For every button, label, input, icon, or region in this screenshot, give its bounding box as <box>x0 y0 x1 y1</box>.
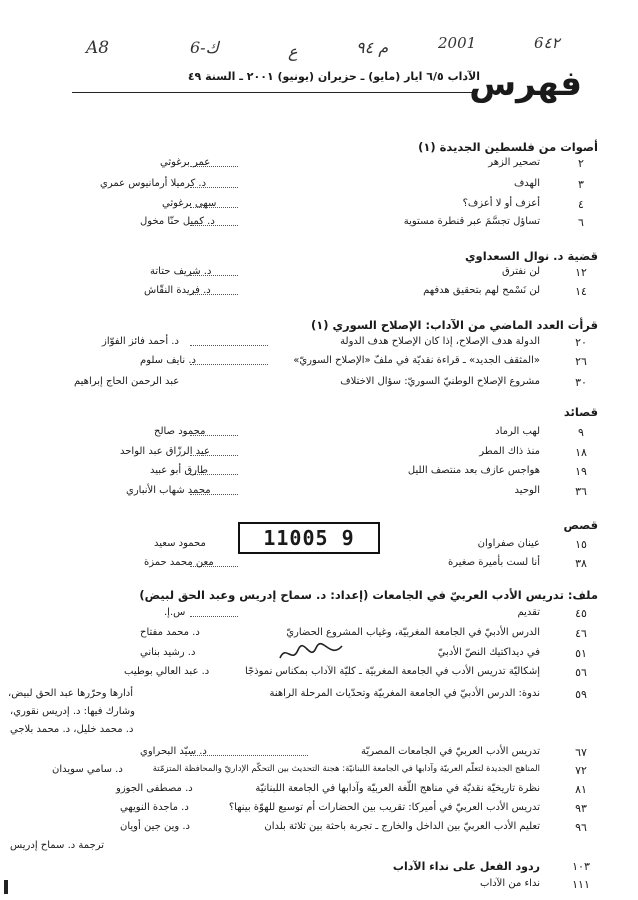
entry-author: د. فريدة النقّاش <box>144 285 211 296</box>
page-number: ٦٧ <box>575 746 587 759</box>
page-number: ٨١ <box>575 783 587 796</box>
page-title: فهرس <box>469 64 582 104</box>
toc-entry <box>40 557 598 575</box>
page-number: ٣٨ <box>575 557 587 570</box>
entry-author: د. كرميلا أرمانيوس عمري <box>100 178 207 189</box>
entry-title: تقديم <box>517 607 540 618</box>
entry-title: تصحير الزهر <box>488 157 540 168</box>
entry-author: د. شريف حتاتة <box>150 266 212 277</box>
handwritten-note: A8 <box>86 38 110 58</box>
toc-entry <box>40 485 598 503</box>
entry-author: د. عبد العالي بوطيب <box>124 666 210 677</box>
handwritten-note: 6-ك <box>190 38 219 57</box>
toc-entry <box>8 688 598 706</box>
entry-title: الدرس الأدبيّ في الجامعة المغربيّة، وغياب المشروع الحضاريّ <box>286 627 540 638</box>
page-number: ٦ <box>578 216 584 229</box>
issue-info: الآداب ٦/٥ ايار (مايو) ـ حزيران (يونيو) ٢٠٠١ ـ السنة ٤٩ <box>187 70 480 83</box>
entry-title: في ديداكتيك النصّ الأدبيّ <box>437 647 540 658</box>
toc-entry <box>40 465 598 483</box>
entry-title: لن نفترق <box>502 266 540 277</box>
entry-title: المناهج الجديدة لتعلّم العربيّة وآدابها في الجامعة اللبنانيّة: هجنة التحديث بين التحكّم الإداريّ والمحافظة المتزمّتة <box>152 764 540 774</box>
scan-mark <box>4 880 8 894</box>
entry-title: لن نَسْمح لهم بتحقيق هدفهم <box>423 285 540 296</box>
entry-author: د. وين جين أويان <box>120 821 190 832</box>
page-number: ٥٩ <box>575 688 587 701</box>
leader-dots <box>190 364 268 365</box>
page-number: ٩ <box>578 426 584 439</box>
entry-title: الوحيد <box>514 485 540 496</box>
entry-title: تدريس الأدب العربيّ في الجامعات المصريّة <box>361 746 540 757</box>
page-number: ١٠٣ <box>572 860 590 873</box>
page-number: ١٤ <box>575 285 587 298</box>
translator-line: ترجمة د. سماح إدريس <box>10 840 105 851</box>
page-number: ٤٦ <box>575 627 587 640</box>
page-number: ٤ <box>578 198 584 211</box>
handwritten-signature <box>276 640 346 666</box>
page-number: ٣٦ <box>575 485 587 498</box>
toc-entry <box>40 878 598 896</box>
toc-entry <box>40 376 598 394</box>
entry-title: عينان صفراوان <box>477 538 540 549</box>
toc-entry <box>40 426 598 444</box>
toc-entry <box>40 538 598 556</box>
toc-entry <box>40 607 598 625</box>
entry-author: س.إ. <box>164 607 186 618</box>
toc-entry <box>40 336 598 354</box>
page-number: ٩٦ <box>575 821 587 834</box>
section-heading: قصائد <box>563 405 598 419</box>
toc-entry <box>40 802 598 820</box>
entry-author: عبد الرحمن الحاج إبراهيم <box>74 376 180 387</box>
leader-dots <box>190 755 308 756</box>
page-number: ٢ <box>578 157 584 170</box>
entry-title: الدولة هدف الإصلاح، إذا كان الإصلاح هدف الدولة <box>340 336 540 347</box>
toc-entry <box>40 157 598 175</box>
panel-line: وشارك فيها: د. إدريس نقوري، <box>10 706 135 717</box>
page-number: ٣٠ <box>575 376 587 389</box>
entry-title: أعزف أو لا أعزف؟ <box>462 198 540 209</box>
toc-entry <box>40 821 598 839</box>
entry-title: هواجس عازف بعد منتصف الليل <box>407 465 540 476</box>
page-number: ٩٣ <box>575 802 587 815</box>
header-divider <box>72 92 472 93</box>
section-heading: ملف: تدريس الأدب العربيّ في الجامعات (إعداد: د. سماح إدريس وعبد الحق لبيض) <box>139 588 598 602</box>
entry-title: لهب الرماد <box>495 426 540 437</box>
page-number: ٣ <box>578 178 584 191</box>
entry-author: د. ماجدة النويهي <box>120 802 189 813</box>
entry-title: الهدف <box>513 178 540 189</box>
entry-author: سهى برغوثي <box>162 198 217 209</box>
toc-entry <box>40 860 598 878</box>
toc-entry <box>40 198 598 216</box>
toc-entry <box>40 178 598 196</box>
page-number: ٢٦ <box>575 355 587 368</box>
page-number: ١٩ <box>575 465 587 478</box>
toc-entry <box>40 355 598 373</box>
toc-entry <box>40 446 598 464</box>
archive-stamp: 11005 9 <box>238 522 380 554</box>
entry-author: د. أحمد فائز الفوّاز <box>102 336 179 347</box>
entry-author: د. نايف سلوم <box>140 355 197 366</box>
entry-title: تدريس الأدب العربيّ في أميركا: تقريب بين الحضارات أم توسيع للهوّة بينها؟ <box>228 802 540 813</box>
entry-title: إشكاليّة تدريس الأدب في الجامعة المغربيّة ـ كليّة الآداب بمكناس نموذجًا <box>244 666 540 677</box>
section-heading: ردود الفعل على نداء الآداب <box>392 860 540 873</box>
entry-title: نداء من الآداب <box>480 878 540 889</box>
page-number: ١١١ <box>572 878 590 891</box>
toc-entry <box>40 666 598 684</box>
page-number: ٢٠ <box>575 336 587 349</box>
entry-author: أدارها وحرّرها عبد الحق لبيض، <box>8 688 133 699</box>
page-number: ٧٢ <box>575 764 587 777</box>
entry-title: تساؤل تجسَّمَ عبر قنطرة مستوية <box>403 216 540 227</box>
toc-entry <box>40 746 598 764</box>
panel-line: د. محمد خليل، د. محمد بلاجي <box>10 724 134 735</box>
entry-author: د. كميل حنّا مخول <box>140 216 215 227</box>
handwritten-note: م ٩٤ <box>356 38 389 57</box>
entry-author: د. رشيد بناني <box>140 647 196 658</box>
handwritten-note: 6٤٢ <box>534 34 560 52</box>
toc-entry <box>40 216 598 234</box>
entry-title: مشروع الإصلاح الوطنيّ السوريّ: سؤال الاختلاف <box>340 376 540 387</box>
entry-title: ندوة: الدرس الأدبيّ في الجامعة المغربيّة وتحدّيات المرحلة الراهنة <box>269 688 540 699</box>
entry-title: «المثقف الجديد» ـ قراءة نقديّة في ملفّ «الإصلاح السوريّ» <box>293 355 540 366</box>
entry-title: نظرة تاريخيّة نقديّة في مناهج اللّغة العربيّة وآدابها في الجامعة اللبنانيّة <box>255 783 540 794</box>
entry-author: د. محمد مفتاح <box>140 627 200 638</box>
entry-author: طارق أبو عبيد <box>150 465 208 476</box>
entry-author: محمود سعيد <box>154 538 206 549</box>
page-number: ٤٥ <box>575 607 587 620</box>
toc-entry <box>40 266 598 284</box>
page-number: ٥٦ <box>575 666 587 679</box>
entry-author: د. مصطفى الجوزو <box>116 783 193 794</box>
section-heading: قضية د. نوال السعداوي <box>465 249 598 263</box>
handwritten-note: 2001 <box>438 34 477 52</box>
section-heading: أصوات من فلسطين الجديدة (١) <box>418 140 598 154</box>
toc-entry <box>40 285 598 303</box>
leader-dots <box>190 616 238 617</box>
entry-title: منذ ذاك المطر <box>479 446 540 457</box>
entry-author: د. سيّد البحراوي <box>140 746 207 757</box>
entry-title: أنا لست بأميرة صغيرة <box>448 557 540 568</box>
entry-author: محمد شهاب الأنباري <box>126 485 211 496</box>
page-number: ١٨ <box>575 446 587 459</box>
entry-author: عمر برغوثي <box>160 157 211 168</box>
page-number: ١٢ <box>575 266 587 279</box>
handwritten-note: ع <box>288 42 298 61</box>
section-heading: قرأت العدد الماضي من الآداب: الإصلاح السوري (١) <box>310 318 598 332</box>
entry-author: معن محمد حمزة <box>144 557 214 568</box>
entry-author: عبد الرزّاق عبد الواحد <box>120 446 210 457</box>
section-heading: قصص <box>563 518 598 532</box>
entry-author: محمود صالح <box>154 426 206 437</box>
toc-entry <box>40 764 598 782</box>
toc-entry <box>40 783 598 801</box>
leader-dots <box>190 345 268 346</box>
entry-title: تعليم الأدب العربيّ بين الداخل والخارج ـ تجربة باحثة بين ثلاثة بلدان <box>264 821 540 832</box>
entry-author: د. سامي سويدان <box>52 764 123 775</box>
page-number: ١٥ <box>575 538 587 551</box>
page-number: ٥١ <box>575 647 587 660</box>
